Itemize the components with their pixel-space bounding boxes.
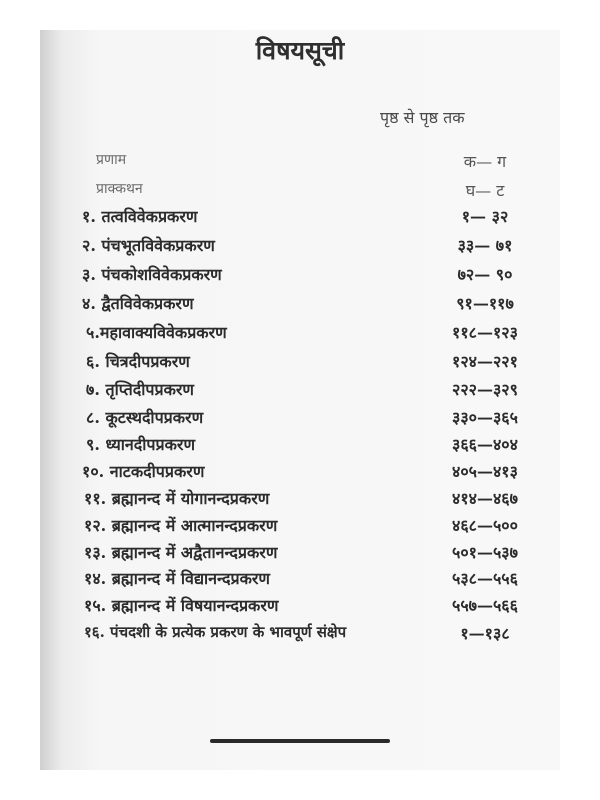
toc-row — [0, 594, 600, 620]
toc-label: १५. ब्रह्मानन्द में विषयानन्दप्रकरण — [84, 596, 279, 615]
toc-label: १४. ब्रह्मानन्द में विद्यानन्दप्रकरण — [84, 569, 270, 588]
toc-row — [0, 234, 600, 260]
toc-label: ६. चित्रदीपप्रकरण — [86, 352, 190, 371]
toc-row — [0, 433, 600, 459]
toc-pages: ९१—११७ — [456, 294, 514, 313]
toc-row — [0, 541, 600, 567]
toc-row — [0, 150, 600, 176]
toc-label: १०. नाटकदीपप्रकरण — [82, 462, 205, 481]
toc-pages: ४०५—४१३ — [452, 462, 518, 481]
toc-pages: क— ग — [463, 152, 507, 171]
toc-label: २. पंचभूतविवेकप्रकरण — [82, 236, 215, 255]
toc-pages: १—१३८ — [460, 624, 510, 643]
toc-row — [0, 622, 600, 648]
toc-label: १२. ब्रह्मानन्द में आत्मानन्दप्रकरण — [84, 516, 278, 535]
toc-pages: २२२—३२९ — [452, 380, 518, 399]
toc-row — [0, 292, 600, 318]
toc-row — [0, 205, 600, 231]
toc-row — [0, 514, 600, 540]
ornamental-divider — [210, 739, 390, 743]
toc-pages: ११८—१२३ — [452, 323, 518, 342]
toc-pages: ३३०—३६५ — [452, 408, 518, 427]
page-range-header: पृष्ठ से पृष्ठ तक — [380, 108, 465, 127]
toc-pages: घ— ट — [465, 181, 505, 200]
toc-row — [0, 378, 600, 404]
toc-label: ५.महावाक्यविवेकप्रकरण — [86, 323, 227, 342]
toc-pages: ३६६—४०४ — [452, 435, 518, 454]
toc-row — [0, 487, 600, 513]
toc-pages: १२४—२२१ — [452, 352, 518, 371]
toc-label: प्रणाम — [96, 152, 127, 168]
toc-label: १३. ब्रह्मानन्द में अद्वैतानन्दप्रकरण — [84, 543, 278, 562]
toc-pages: ४६८—५०० — [452, 516, 518, 535]
toc-row — [0, 350, 600, 376]
toc-pages: ५०१—५३७ — [452, 543, 518, 562]
toc-label: ८. कूटस्थदीपप्रकरण — [86, 408, 204, 427]
toc-row — [0, 567, 600, 593]
toc-label: १. तत्वविवेकप्रकरण — [82, 207, 198, 226]
toc-row — [0, 321, 600, 347]
toc-label: ७. तृप्तिदीपप्रकरण — [86, 380, 195, 399]
toc-label: प्राक्कथन — [96, 181, 143, 197]
toc-row — [0, 406, 600, 432]
toc-row — [0, 263, 600, 289]
toc-label: ९. ध्यानदीपप्रकरण — [86, 435, 196, 454]
toc-label: १६. पंचदशी के प्रत्येक प्रकरण के भावपूर्ण संक्षेप — [84, 623, 347, 641]
toc-label: ४. द्वैतविवेकप्रकरण — [82, 294, 194, 313]
toc-label: ३. पंचकोशविवेकप्रकरण — [82, 265, 222, 284]
toc-pages: ३३— ७१ — [457, 236, 513, 255]
toc-pages: ७२— ९० — [457, 265, 513, 284]
toc-pages: १— ३२ — [461, 207, 509, 226]
toc-pages: ४१४—४६७ — [452, 489, 518, 508]
toc-pages: ५३८—५५६ — [452, 569, 518, 588]
toc-row — [0, 460, 600, 486]
toc-row — [0, 179, 600, 205]
toc-pages: ५५७—५६६ — [452, 596, 518, 615]
toc-label: ११. ब्रह्मानन्द में योगानन्दप्रकरण — [84, 489, 270, 508]
page-title: विषयसूची — [255, 36, 345, 65]
